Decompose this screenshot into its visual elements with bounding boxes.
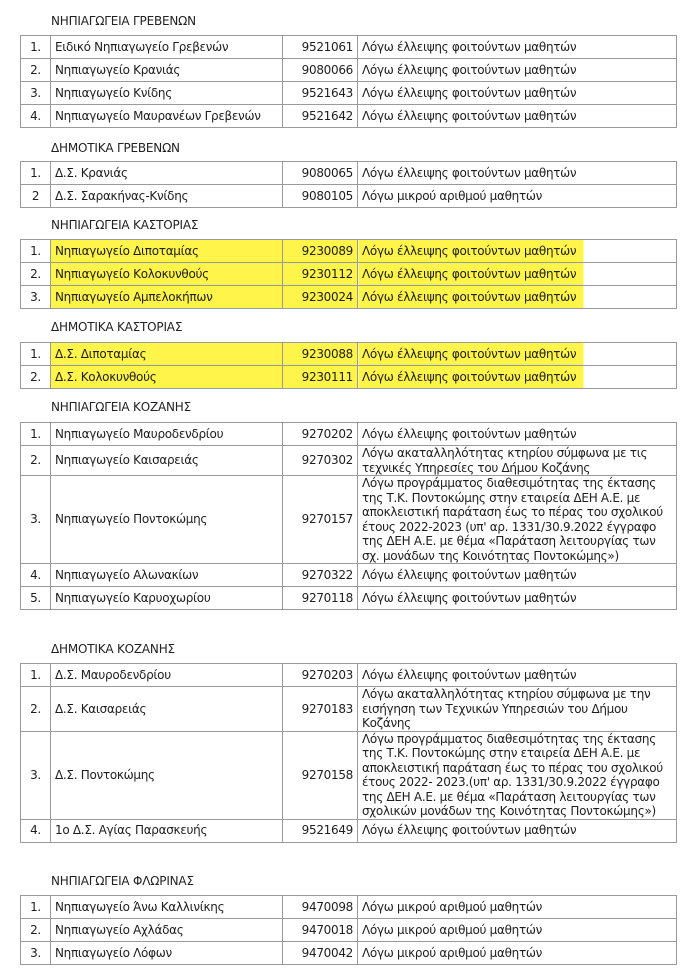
closure-reason: Λόγω προγράμματος διαθεσιμότητας της έκτασης της Τ.Κ. Ποντοκώμης στην εταιρεία ΔΕΗ Α.Ε. με αποκλειστική παράταση έως το πέρας του σχολικού έτους 2022- 2023.(υπ' αρ. 1331/30.9.2022 έγγραφο της ΔΕΗ Α.Ε. με θέμα «Παράταση λειτουργίας των σχολικών μονάδων της Κοινότητας Ποντοκώμης»): [358, 731, 677, 819]
section-title-dimotika-grevenon: ΔΗΜΟΤΙΚΑ ΓΡΕΒΕΝΩΝ: [51, 141, 180, 155]
school-code: 9270183: [283, 687, 358, 732]
closure-reason: Λόγω μικρού αριθμού μαθητών: [358, 919, 677, 942]
row-index: 1.: [21, 36, 51, 59]
closure-reason: Λόγω μικρού αριθμού μαθητών: [358, 942, 677, 965]
table-row: [21, 687, 677, 732]
school-name: Δ.Σ. Διποταμίας: [51, 343, 283, 366]
school-code: 9521643: [283, 82, 358, 105]
closure-reason: Λόγω ακαταλληλότητας κτηρίου σύμφωνα με την εισήγηση των Τεχνικών Υπηρεσιών του Δήμου Κοζάνης: [358, 687, 677, 732]
row-index: 1.: [21, 343, 51, 366]
table-dimotika-kastorias: [20, 342, 677, 389]
row-index: 4.: [21, 564, 51, 587]
row-index: 3.: [21, 942, 51, 965]
school-name: Νηπιαγωγείο Λόφων: [51, 942, 283, 965]
school-code: 9230024: [283, 286, 358, 309]
section-title-dimotika-kastorias: ΔΗΜΟΤΙΚΑ ΚΑΣΤΟΡΙΑΣ: [51, 320, 183, 334]
school-code: 9470098: [283, 896, 358, 919]
row-index: 3.: [21, 286, 51, 309]
closure-reason: Λόγω έλλειψης φοιτούντων μαθητών: [358, 240, 677, 263]
table-row: [21, 919, 677, 942]
table-row: [21, 423, 677, 446]
row-index: 1.: [21, 423, 51, 446]
section-title-nipiagogeia-kastorias: ΝΗΠΙΑΓΩΓΕΙΑ ΚΑΣΤΟΡΙΑΣ: [51, 218, 199, 232]
table-nipiagogeia-kozanis: [20, 422, 677, 610]
row-index: 3.: [21, 476, 51, 564]
school-code: 9080105: [283, 185, 358, 208]
table-row-highlighted: [21, 263, 677, 286]
row-index: 2.: [21, 263, 51, 286]
table-row: [21, 587, 677, 610]
table-dimotika-kozanis: [20, 663, 677, 843]
closure-reason: Λόγω έλλειψης φοιτούντων μαθητών: [358, 564, 677, 587]
closure-reason: Λόγω έλλειψης φοιτούντων μαθητών: [358, 162, 677, 185]
table-row: [21, 36, 677, 59]
school-code: 9270203: [283, 664, 358, 687]
row-index: 3.: [21, 731, 51, 819]
school-name: Δ.Σ. Καισαρειάς: [51, 687, 283, 732]
closure-reason: Λόγω έλλειψης φοιτούντων μαθητών: [358, 59, 677, 82]
school-name: Ειδικό Νηπιαγωγείο Γρεβενών: [51, 36, 283, 59]
closure-reason: Λόγω προγράμματος διαθεσιμότητας της έκτασης της Τ.Κ. Ποντοκώμης στην εταιρεία ΔΕΗ Α.Ε. με αποκλειστική παράταση έως το πέρας του σχολικού έτους 2022-2023 (υπ' αρ. 1331/30.9.2022 έγγραφο της ΔΕΗ Α.Ε. με θέμα «Παράταση λειτουργίας των σχ. μονάδων της Κοινότητας Ποντοκώμης»): [358, 476, 677, 564]
table-row: [21, 105, 677, 128]
row-index: 2.: [21, 366, 51, 389]
school-code: 9270302: [283, 446, 358, 476]
closure-reason: Λόγω μικρού αριθμού μαθητών: [358, 185, 677, 208]
school-name: Δ.Σ. Ποντοκώμης: [51, 731, 283, 819]
school-name: Νηπιαγωγείο Καισαρειάς: [51, 446, 283, 476]
table-nipiagogeia-kastorias: [20, 239, 677, 309]
school-name: Δ.Σ. Σαρακήνας-Κνίδης: [51, 185, 283, 208]
row-index: 2.: [21, 59, 51, 82]
school-name: Δ.Σ. Κρανιάς: [51, 162, 283, 185]
closure-reason: Λόγω έλλειψης φοιτούντων μαθητών: [358, 82, 677, 105]
school-name: Νηπιαγωγείο Αχλάδας: [51, 919, 283, 942]
table-row-highlighted: [21, 240, 677, 263]
table-row: [21, 942, 677, 965]
school-name: Νηπιαγωγείο Διποταμίας: [51, 240, 283, 263]
row-index: 1.: [21, 664, 51, 687]
table-row: [21, 59, 677, 82]
table-row: [21, 446, 677, 476]
row-index: 4.: [21, 105, 51, 128]
school-code: 9230111: [283, 366, 358, 389]
table-row: [21, 162, 677, 185]
closure-reason: Λόγω έλλειψης φοιτούντων μαθητών: [358, 423, 677, 446]
closure-reason: Λόγω έλλειψης φοιτούντων μαθητών: [358, 263, 677, 286]
school-code: 9230089: [283, 240, 358, 263]
row-index: 2.: [21, 919, 51, 942]
school-code: 9270118: [283, 587, 358, 610]
table-row: [21, 664, 677, 687]
row-index: 2.: [21, 687, 51, 732]
school-code: 9270322: [283, 564, 358, 587]
table-row: [21, 731, 677, 819]
row-index: 1.: [21, 896, 51, 919]
school-code: 9270158: [283, 731, 358, 819]
school-code: 9230088: [283, 343, 358, 366]
closure-reason: Λόγω έλλειψης φοιτούντων μαθητών: [358, 286, 677, 309]
row-index: 1.: [21, 162, 51, 185]
table-nipiagogeia-florinas: [20, 895, 677, 965]
table-nipiagogeia-grevenon: [20, 35, 677, 128]
school-name: Δ.Σ. Μαυροδενδρίου: [51, 664, 283, 687]
school-name: Νηπιαγωγείο Μαυρανέων Γρεβενών: [51, 105, 283, 128]
school-name: 1ο Δ.Σ. Αγίας Παρασκευής: [51, 819, 283, 842]
table-row-highlighted: [21, 286, 677, 309]
closure-reason: Λόγω έλλειψης φοιτούντων μαθητών: [358, 366, 677, 389]
school-name: Νηπιαγωγείο Άνω Καλλινίκης: [51, 896, 283, 919]
row-index: 5.: [21, 587, 51, 610]
row-index: 4.: [21, 819, 51, 842]
school-code: 9470018: [283, 919, 358, 942]
row-index: 2: [21, 185, 51, 208]
closure-reason: Λόγω έλλειψης φοιτούντων μαθητών: [358, 105, 677, 128]
school-code: 9230112: [283, 263, 358, 286]
table-row: [21, 819, 677, 842]
closure-reason: Λόγω έλλειψης φοιτούντων μαθητών: [358, 36, 677, 59]
school-code: 9521061: [283, 36, 358, 59]
school-code: 9521649: [283, 819, 358, 842]
table-dimotika-grevenon: [20, 161, 677, 208]
table-row: [21, 564, 677, 587]
closure-reason: Λόγω έλλειψης φοιτούντων μαθητών: [358, 819, 677, 842]
section-title-nipiagogeia-grevenon: ΝΗΠΙΑΓΩΓΕΙΑ ΓΡΕΒΕΝΩΝ: [51, 14, 196, 28]
school-name: Νηπιαγωγείο Κνίδης: [51, 82, 283, 105]
table-row-highlighted: [21, 343, 677, 366]
closure-reason: Λόγω έλλειψης φοιτούντων μαθητών: [358, 664, 677, 687]
school-code: 9470042: [283, 942, 358, 965]
school-name: Νηπιαγωγείο Κολοκυνθούς: [51, 263, 283, 286]
closure-reason: Λόγω ακαταλληλότητας κτηρίου σύμφωνα με τις τεχνικές Υπηρεσίες του Δήμου Κοζάνης: [358, 446, 677, 476]
school-code: 9080066: [283, 59, 358, 82]
school-name: Δ.Σ. Κολοκυνθούς: [51, 366, 283, 389]
section-title-nipiagogeia-florinas: ΝΗΠΙΑΓΩΓΕΙΑ ΦΛΩΡΙΝΑΣ: [51, 874, 194, 888]
school-name: Νηπιαγωγείο Ποντοκώμης: [51, 476, 283, 564]
table-row: [21, 82, 677, 105]
school-name: Νηπιαγωγείο Μαυροδενδρίου: [51, 423, 283, 446]
section-title-dimotika-kozanis: ΔΗΜΟΤΙΚΑ ΚΟΖΑΝΗΣ: [51, 642, 175, 656]
school-name: Νηπιαγωγείο Αλωνακίων: [51, 564, 283, 587]
table-row: [21, 476, 677, 564]
school-name: Νηπιαγωγείο Καρυοχωρίου: [51, 587, 283, 610]
closure-reason: Λόγω έλλειψης φοιτούντων μαθητών: [358, 343, 677, 366]
closure-reason: Λόγω έλλειψης φοιτούντων μαθητών: [358, 587, 677, 610]
school-code: 9270157: [283, 476, 358, 564]
school-name: Νηπιαγωγείο Αμπελοκήπων: [51, 286, 283, 309]
school-code: 9080065: [283, 162, 358, 185]
table-row: [21, 185, 677, 208]
school-code: 9270202: [283, 423, 358, 446]
row-index: 1.: [21, 240, 51, 263]
table-row-highlighted: [21, 366, 677, 389]
closure-reason: Λόγω μικρού αριθμού μαθητών: [358, 896, 677, 919]
school-name: Νηπιαγωγείο Κρανιάς: [51, 59, 283, 82]
section-title-nipiagogeia-kozanis: ΝΗΠΙΑΓΩΓΕΙΑ ΚΟΖΑΝΗΣ: [51, 400, 191, 414]
table-row: [21, 896, 677, 919]
row-index: 2.: [21, 446, 51, 476]
school-code: 9521642: [283, 105, 358, 128]
row-index: 3.: [21, 82, 51, 105]
